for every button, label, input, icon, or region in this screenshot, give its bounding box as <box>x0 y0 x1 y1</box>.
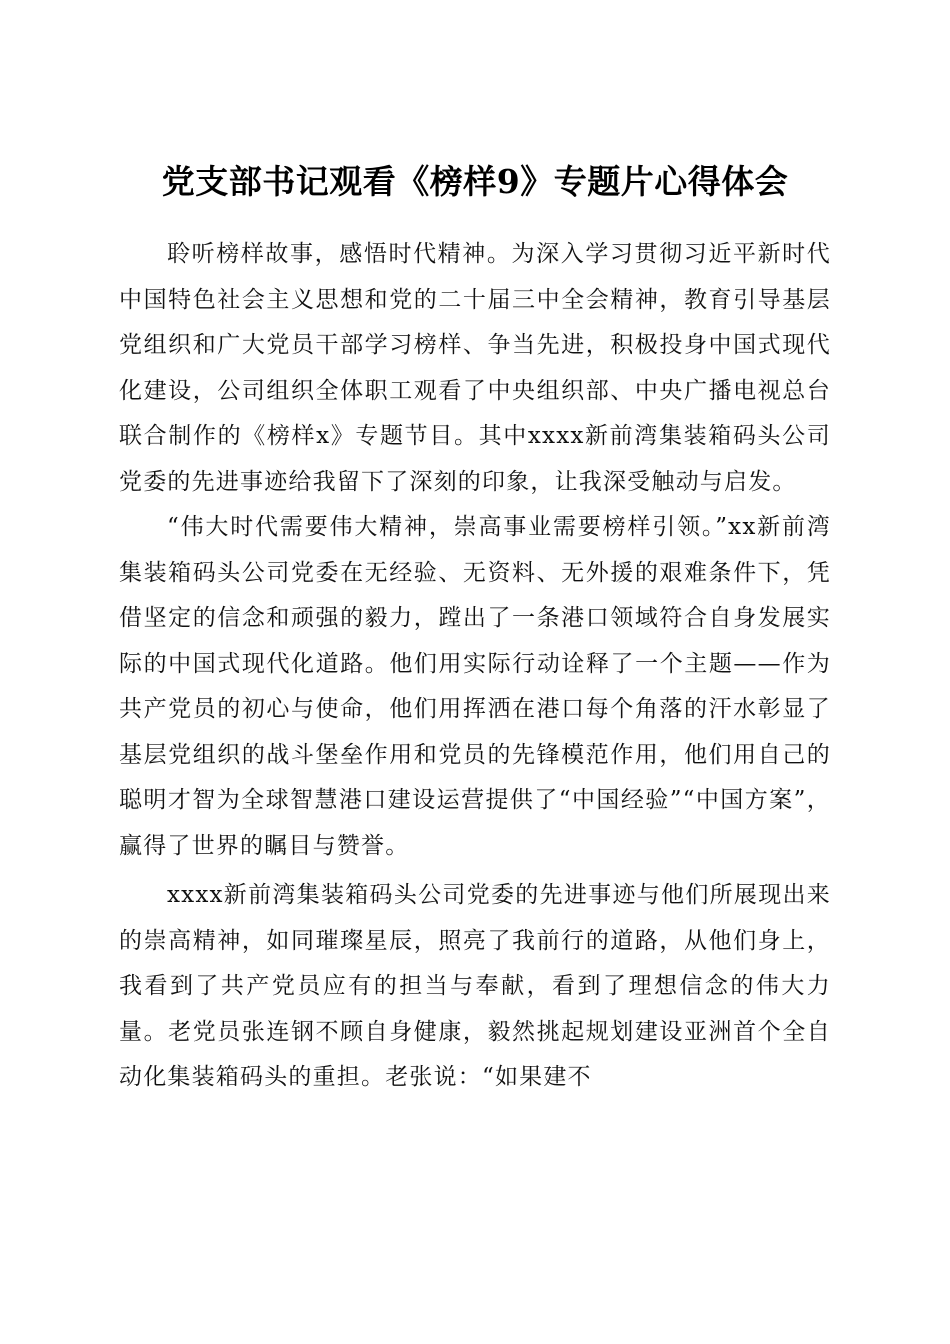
document-title: 党支部书记观看《榜样9》专题片心得体会 <box>161 162 789 202</box>
document-body <box>119 232 831 1101</box>
paragraph-3: xxxx新前湾集装箱码头公司党委的先进事迹与他们所展现出来的崇高精神，如同璀璨星辰，照亮了我前行的道路，从他们身上，我看到了共产党员应有的担当与奉献，看到了理想信念的伟大力量。老党员张连钢不顾自身健康，毅然挑起规划建设亚洲首个全自动化集装箱码头的重担。老张说：“如果建不 <box>119 882 831 1090</box>
paragraph-1: 聆听榜样故事，感悟时代精神。为深入学习贯彻习近平新时代中国特色社会主义思想和党的二十届三中全会精神，教育引导基层党组织和广大党员干部学习榜样、争当先进，积极投身中国式现代化建设，公司组织全体职工观看了中央组织部、中央广播电视总台联合制作的《榜样x》专题节目。其中xxxx新前湾集装箱码头公司党委的先进事迹给我留下了深刻的印象，让我深受触动与启发。 <box>119 241 831 495</box>
paragraph-2: “伟大时代需要伟大精神，崇高事业需要榜样引领。”xx新前湾集装箱码头公司党委在无经验、无资料、无外援的艰难条件下，凭借坚定的信念和顽强的毅力，蹚出了一条港口领域符合自身发展实际的中国式现代化道路。他们用实际行动诠释了一个主题——作为共产党员的初心与使命，他们用挥洒在港口每个角落的汗水彰显了基层党组织的战斗堡垒作用和党员的先锋模范作用，他们用自己的聪明才智为全球智慧港口建设运营提供了“中国经验”“中国方案”，赢得了世界的瞩目与赞誉。 <box>119 514 831 859</box>
